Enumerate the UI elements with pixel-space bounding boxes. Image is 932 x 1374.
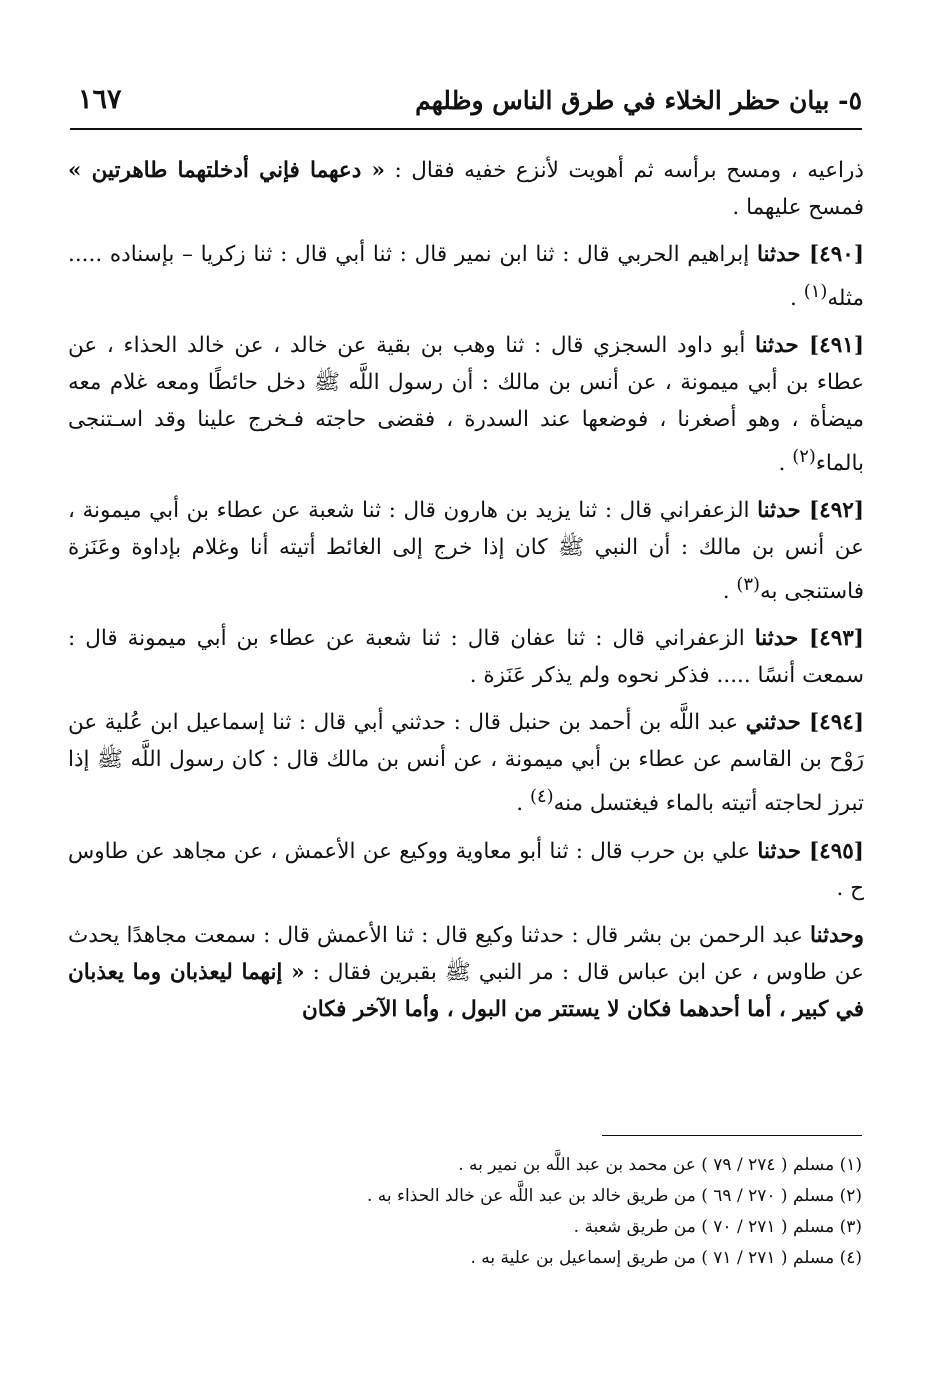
page-header	[70, 78, 862, 126]
paragraph-text: .	[516, 791, 530, 817]
paragraph-text: إبراهيم الحربي قال : ثنا ابن نمير قال : ثنا أبي قال : ثنا زكريا – بإسناده ..... مثله	[68, 242, 864, 312]
footnote-4: (٤) مسلم ( ٢٧١ / ٧١ ) من طريق إسماعيل بن علية به .	[470, 1248, 862, 1268]
footnote-ref: (٣)	[736, 574, 761, 596]
chapter-title: ٥- بيان حظر الخلاء في طرق الناس وظلهم	[415, 86, 862, 115]
footnote-rule	[602, 1135, 862, 1136]
paragraph-text: الزعفراني قال : ثنا يزيد بن هارون قال : ثنا شعبة عن عطاء بن أبي ميمونة ، عن أنس بن مالك : أن النبي ﷺ كان إذا خرج إلى الغائط أتيته أنا وغلام بإداوة وعَنَزة فاستنجى به	[68, 498, 864, 605]
narration-lead: وحدثنا	[810, 922, 864, 948]
hadith-number: [٤٩٠]	[808, 242, 864, 267]
hadith-495	[68, 833, 864, 907]
narration-lead: حدثني	[745, 710, 809, 736]
hadith-491	[68, 327, 864, 482]
hadith-number: [٤٩٢]	[808, 498, 864, 524]
paragraph-text: فمسح عليهما .	[732, 195, 864, 220]
narration-lead: حدثنا	[755, 333, 809, 359]
paragraph-text: .	[778, 451, 793, 477]
header-rule	[70, 128, 862, 130]
footnote-2: (٢) مسلم ( ٢٧٠ / ٦٩ ) من طريق خالد بن عبد اللَّه عن خالد الحذاء به .	[367, 1186, 862, 1206]
paragraph-continuation	[68, 152, 864, 226]
paragraph-text: ذراعيه ، ومسح برأسه ثم أهويت لأنزع خفيه فقال :	[384, 158, 864, 183]
narration-lead: حدثنا	[757, 498, 809, 524]
hadith-490	[68, 236, 864, 317]
page-number: ١٦٧	[78, 84, 122, 115]
footnote-1: (١) مسلم ( ٢٧٤ / ٧٩ ) عن محمد بن عبد اللَّه بن نمير به .	[458, 1155, 862, 1175]
main-text	[68, 152, 864, 1038]
hadith-495-second-chain	[68, 917, 864, 1028]
paragraph-text: .	[722, 579, 737, 605]
footnote-ref: (١)	[803, 281, 828, 302]
hadith-number: [٤٩٣]	[808, 626, 864, 652]
hadith-number: [٤٩٥]	[808, 838, 864, 864]
footnote-ref: (٤)	[529, 786, 554, 808]
hadith-492	[68, 492, 864, 610]
paragraph-text: الزعفراني قال : ثنا عفان قال : ثنا شعبة عن عطاء بن أبي ميمونة قال : سمعت أنسًا ..... فذكر نحوه ولم يذكر عَنَزة .	[68, 626, 864, 689]
paragraph-text: عبد الرحمن بن بشر قال : حدثنا وكيع قال : ثنا الأعمش قال : سمعت مجاهدًا يحدث عن طاوس ، عن ابن عباس قال : مر النبي ﷺ بقبرين فقال :	[68, 922, 864, 985]
hadith-493	[68, 620, 864, 694]
hadith-494	[68, 704, 864, 822]
hadith-quote: « دعهما فإني أدخلتهما طاهرتين »	[68, 158, 385, 183]
paragraph-text: .	[790, 286, 804, 312]
paragraph-text: أبو داود السجزي قال : ثنا وهب بن بقية عن خالد ، عن خالد الحذاء ، عن عطاء بن أبي ميمونة ، عن أنس بن مالك : أن رسول اللَّه ﷺ دخل حائطًا ومعه غلام معه ميضأة ، وهو أصغرنا ، فوضعها عند السدرة ، فقضى حاجته فـخرج علينا وقد اسـتنجى بالماء	[68, 333, 864, 477]
footnote-ref: (٢)	[792, 446, 816, 468]
hadith-quote: « إنهما ليعذبان وما يعذبان في كبير ، أما أحدهما فكان لا يستتر من البول ، وأما الآخر فكان	[68, 959, 864, 1022]
narration-lead: حدثنا	[757, 838, 809, 864]
paragraph-text: علي بن حرب قال : ثنا أبو معاوية ووكيع عن الأعمش ، عن مجاهد عن طاوس ح .	[68, 838, 864, 901]
narration-lead: حدثنا	[756, 242, 809, 267]
narration-lead: حدثنا	[754, 626, 809, 652]
hadith-number: [٤٩١]	[808, 333, 864, 359]
hadith-number: [٤٩٤]	[808, 710, 865, 736]
footnotes	[68, 1150, 862, 1274]
footnote-3: (٣) مسلم ( ٢٧١ / ٧٠ ) من طريق شعبة .	[573, 1217, 862, 1237]
paragraph-text: عبد اللَّه بن أحمد بن حنبل قال : حدثني أبي قال : ثنا إسماعيل ابن عُلية عن رَوْح بن القاسم عن عطاء بن أبي ميمونة ، عن أنس بن مالك قال : كان رسول اللَّه ﷺ إذا تبرز لحاجته أتيته بالماء فيغتسل منه	[68, 710, 864, 817]
